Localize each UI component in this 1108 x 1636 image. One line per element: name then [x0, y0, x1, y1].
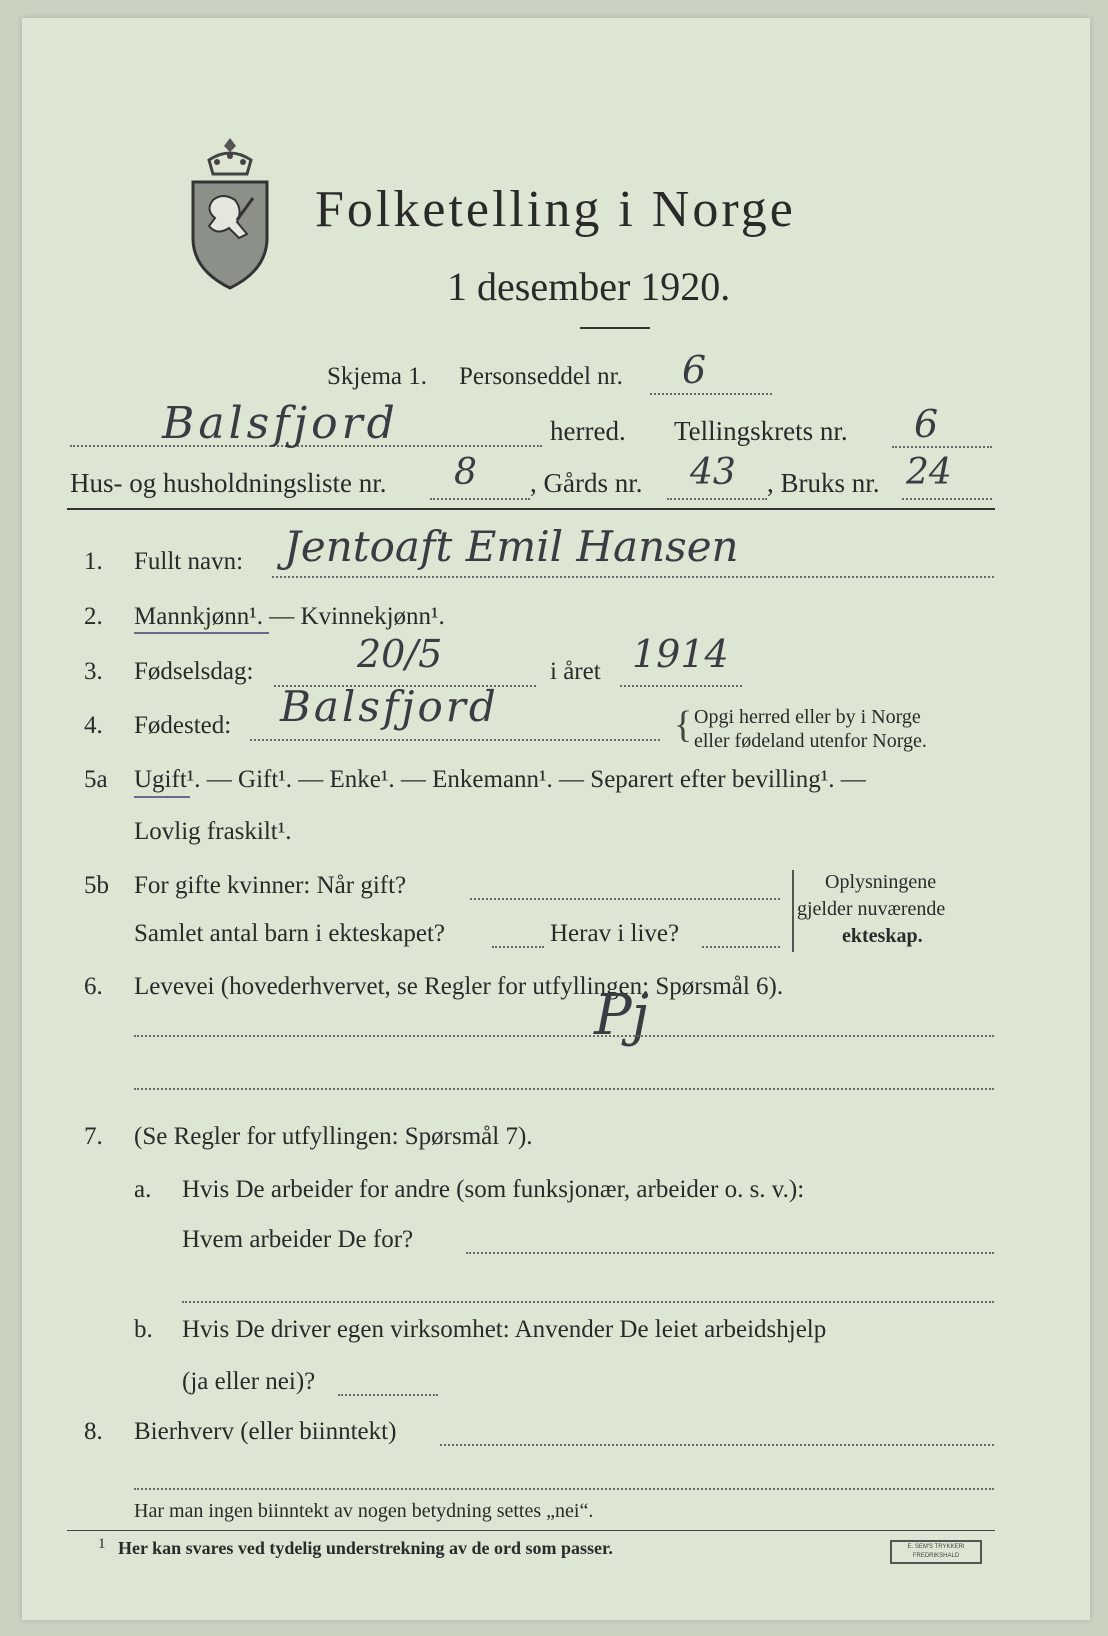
q4-label: Fødested:: [134, 712, 232, 739]
q5b-alive-line: [702, 946, 780, 948]
q4-brace: {: [674, 704, 693, 746]
q5b-children-line: [492, 946, 544, 948]
q7b-letter: b.: [134, 1316, 153, 1343]
q5b-number: 5b: [84, 872, 109, 899]
q3-number: 3.: [84, 658, 103, 685]
marital-status-options[interactable]: Ugift¹. — Gift¹. — Enke¹. — Enkemann¹. — Separert efter bevilling¹. —: [134, 766, 866, 793]
tellingskrets-value[interactable]: 6: [914, 402, 939, 446]
gender-options[interactable]: Mannkjønn¹. — Kvinnekjønn¹.: [134, 603, 445, 630]
q5b-note-1: Oplysningene: [825, 871, 937, 893]
title-divider: [580, 327, 650, 329]
footnote-text: Her kan svares ved tydelig understrekning av de ord som passer.: [118, 1538, 613, 1558]
full-name-value[interactable]: Jentoaft Emil Hansen: [284, 522, 739, 571]
footnote-number: 1: [98, 1536, 106, 1552]
census-form: [22, 18, 1090, 1620]
q3-year-label: i året: [550, 658, 601, 685]
q7b-answer-line: [338, 1394, 438, 1396]
q3-label: Fødselsdag:: [134, 658, 254, 685]
q5a-number: 5a: [84, 766, 108, 793]
q3-year-line: [620, 685, 742, 687]
hus-value[interactable]: 8: [454, 452, 477, 493]
gards-label: , Gårds nr.: [530, 468, 643, 498]
q7a-line1: Hvis De arbeider for andre (som funksjonær, arbeider o. s. v.):: [182, 1176, 805, 1203]
q8-number: 8.: [84, 1418, 103, 1445]
herred-value[interactable]: Balsfjord: [162, 398, 399, 449]
q7-label: (Se Regler for utfyllingen: Spørsmål 7).: [134, 1123, 533, 1150]
printer-stamp: [890, 1540, 982, 1564]
marital-underline: [134, 796, 190, 798]
q7a-line2: Hvem arbeider De for?: [182, 1226, 414, 1253]
hus-label: Hus- og husholdningsliste nr.: [70, 468, 387, 498]
q5b-note-2: gjelder nuværende: [797, 898, 946, 920]
gards-value[interactable]: 43: [690, 452, 736, 493]
schema-label: Skjema 1.: [327, 363, 427, 390]
q6-label: Levevei (hovederhvervet, se Regler for utfyllingen: Spørsmål 6).: [134, 973, 784, 1000]
bruks-line: [902, 498, 992, 500]
hus-line: [430, 498, 530, 500]
birthplace-value[interactable]: Balsfjord: [280, 682, 499, 731]
q5b-married-line: [470, 898, 780, 900]
q4-number: 4.: [84, 712, 103, 739]
norway-coat-of-arms-icon: [187, 130, 273, 290]
marital-status-line2: Lovlig fraskilt¹.: [134, 818, 292, 845]
birthdate-value[interactable]: 20/5: [357, 632, 443, 676]
tellingskrets-line: [892, 446, 992, 448]
bleed-through-text: [432, 73, 438, 99]
nei-note: Har man ingen biinntekt av nogen betydning settes „nei“.: [134, 1500, 594, 1522]
q7a-employer-line: [466, 1252, 994, 1254]
q5b-bracket: [792, 870, 794, 952]
q7-number: 7.: [84, 1123, 103, 1150]
q8-line-2: [134, 1488, 994, 1490]
personseddel-line: [650, 393, 772, 395]
personseddel-value[interactable]: 6: [682, 348, 707, 392]
printer-stamp-text: E. SEM'S TRYKKERI FREDRIKSHALD: [907, 1544, 965, 1559]
q8-label: Bierhverv (eller biinntekt): [134, 1418, 397, 1445]
q6-line-2: [134, 1088, 994, 1090]
q5b-note-3: ekteskap.: [842, 925, 923, 947]
footnote-divider: [67, 1530, 995, 1531]
bruks-label: , Bruks nr.: [767, 468, 880, 498]
personseddel-label: Personseddel nr.: [459, 363, 623, 390]
q5b-children-label: Samlet antal barn i ekteskapet?: [134, 920, 445, 947]
q1-line: [272, 576, 994, 578]
q4-line: [250, 739, 660, 741]
q5b-married-label: For gifte kvinner: Når gift?: [134, 872, 407, 899]
q8-line: [440, 1444, 994, 1446]
header-divider: [67, 508, 995, 510]
q4-note-1: Opgi herred eller by i Norge: [694, 706, 921, 728]
q7b-line2: (ja eller nei)?: [182, 1368, 316, 1395]
bruks-value[interactable]: 24: [906, 452, 952, 493]
q2-number: 2.: [84, 603, 103, 630]
q7b-line1: Hvis De driver egen virksomhet: Anvender De leiet arbeidshjelp: [182, 1316, 827, 1343]
q7a-employer-line-2: [182, 1301, 994, 1303]
census-date: 1 desember 1920.: [447, 264, 731, 309]
q4-note-2: eller fødeland utenfor Norge.: [694, 730, 927, 752]
q6-number: 6.: [84, 973, 103, 1000]
q5b-alive-label: Herav i live?: [550, 920, 680, 947]
q6-line-1: [134, 1035, 994, 1037]
form-title: Folketelling i Norge: [315, 181, 796, 238]
occupation-value[interactable]: Pj: [594, 983, 650, 1048]
q7a-letter: a.: [134, 1176, 152, 1203]
q1-label: Fullt navn:: [134, 548, 244, 575]
q1-number: 1.: [84, 548, 103, 575]
herred-label: herred.: [550, 416, 626, 446]
tellingskrets-label: Tellingskrets nr.: [674, 416, 848, 446]
gards-line: [667, 498, 767, 500]
gender-underline: [134, 632, 269, 634]
birth-year-value[interactable]: 1914: [632, 632, 729, 676]
